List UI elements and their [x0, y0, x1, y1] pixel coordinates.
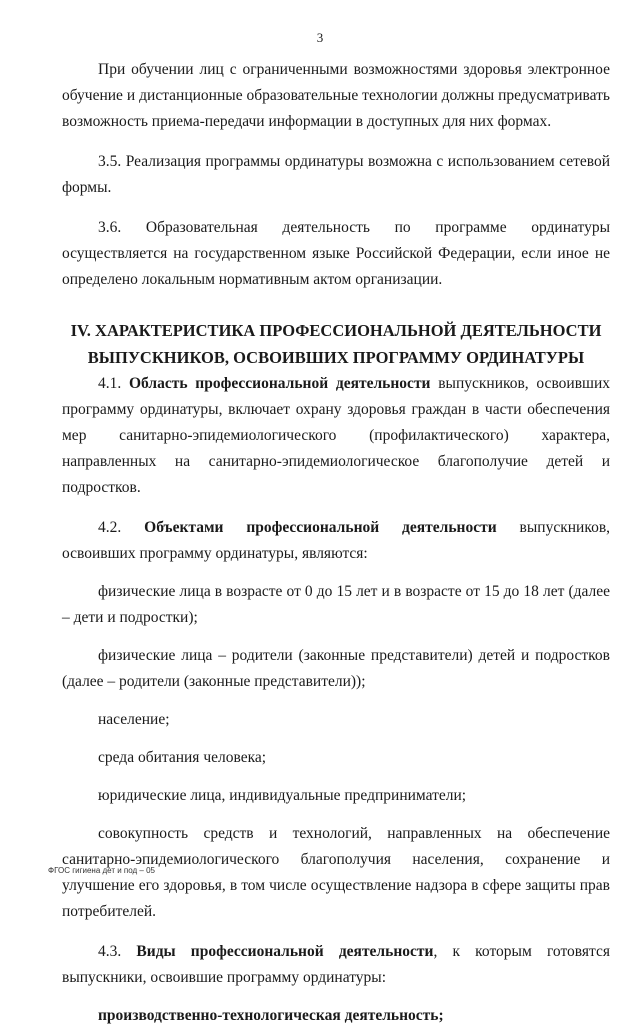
section-heading-line-2: ВЫПУСКНИКОВ, ОСВОИВШИХ ПРОГРАММУ ОРДИНАТУРЫ: [87, 348, 585, 367]
paragraph-4-1: [62, 371, 610, 501]
paragraph-4-2-number: 4.2.: [98, 519, 145, 536]
paragraph-4-3: [62, 939, 610, 991]
activity-type-production: [62, 1003, 610, 1029]
paragraph-4-3-term: Виды профессиональной деятельности: [136, 943, 434, 960]
paragraph-4-2: [62, 515, 610, 567]
paragraph-4-3-text: , к которым готовятся выпускники, освоившие программу ординатуры:: [62, 943, 610, 986]
paragraph-3-5: 3.5. Реализация программы ординатуры возможна с использованием сетевой формы.: [62, 153, 610, 196]
document-body: [62, 57, 610, 1029]
paragraph-distance-learning: При обучении лиц с ограниченными возможностями здоровья электронное обучение и дистанционные образовательные технологии должны предусматривать возможность приема-передачи информации в доступных для них формах.: [62, 61, 610, 130]
section-heading: [62, 317, 610, 371]
list-item-population: население;: [98, 711, 170, 728]
activity-type-production-label: производственно-технологическая деятельность;: [98, 1007, 444, 1024]
list-item-technologies: совокупность средств и технологий, направленных на обеспечение санитарно-эпидемиологического благополучия населения, сохранение и улучшение его здоровья, в том числе осуществление надзора в сфере защиты прав потребителей.: [62, 825, 610, 920]
list-item-children: физические лица в возрасте от 0 до 15 лет и в возрасте от 15 до 18 лет (далее – дети и подростки);: [62, 583, 610, 626]
paragraph-4-1-term: Область профессиональной деятельности: [129, 375, 431, 392]
paragraph-4-2-term: Объектами профессиональной деятельности: [144, 519, 497, 536]
paragraph-4-1-text: выпускников, освоивших программу ординатуры, включает охрану здоровья граждан в части обеспечения мер санитарно-эпидемиологического (профилактического) характера, направленных на санитарно-эпидемиологическое благополучие детей и подростков.: [62, 375, 610, 496]
paragraph-4-2-text: выпускников, освоивших программу ординатуры, являются:: [62, 519, 611, 562]
list-item-environment: среда обитания человека;: [98, 749, 267, 766]
paragraph-4-3-number: 4.3.: [98, 943, 137, 960]
page-number: 3: [316, 30, 324, 45]
paragraph-3-6: 3.6. Образовательная деятельность по программе ординатуры осуществляется на государственном языке Российской Федерации, если иное не определено локальным нормативным актом организации.: [62, 219, 610, 288]
list-item-legal-entities: юридические лица, индивидуальные предприниматели;: [98, 787, 467, 804]
paragraph-4-1-number: 4.1.: [98, 375, 129, 392]
list-item-parents: физические лица – родители (законные представители) детей и подростков (далее – родители (законные представители));: [62, 647, 610, 690]
footer-doc-code: ФГОС гигиена дет и под – 05: [48, 866, 155, 875]
section-heading-line-1: IV. ХАРАКТЕРИСТИКА ПРОФЕССИОНАЛЬНОЙ ДЕЯТЕЛЬНОСТИ: [70, 321, 602, 340]
